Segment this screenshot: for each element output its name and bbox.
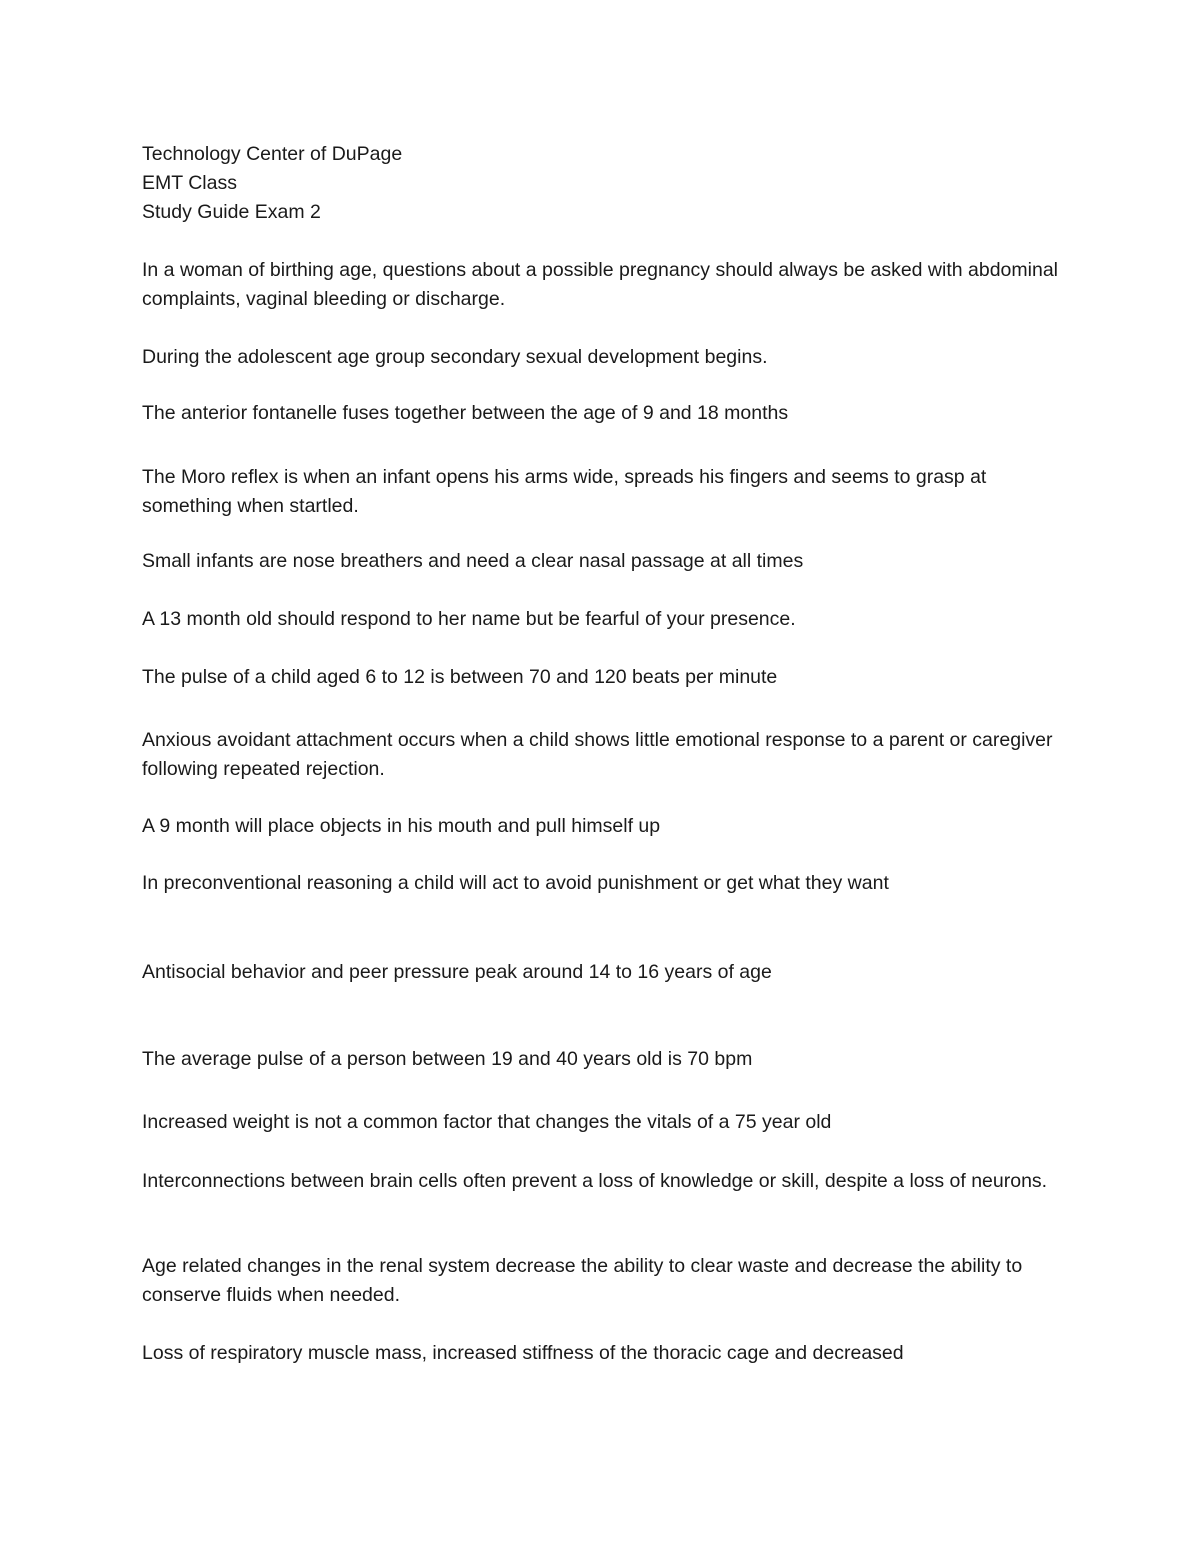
statement-adult-pulse: The average pulse of a person between 19 and 40 years old is 70 bpm xyxy=(142,1048,753,1070)
statement-moro-reflex: The Moro reflex is when an infant opens his arms wide, spreads his fingers and seems to grasp at something when startled. xyxy=(142,466,987,517)
statement-fontanelle: The anterior fontanelle fuses together between the age of 9 and 18 months xyxy=(142,402,789,424)
statement-13-month: A 13 month old should respond to her name but be fearful of your presence. xyxy=(142,608,796,630)
school-name: Technology Center of DuPage xyxy=(142,143,403,165)
statement-brain-cells: Interconnections between brain cells often prevent a loss of knowledge or skill, despite a loss of neurons. xyxy=(142,1170,1048,1192)
class-name: EMT Class xyxy=(142,172,237,194)
document-title: Study Guide Exam 2 xyxy=(142,201,321,223)
statement-increased-weight: Increased weight is not a common factor that changes the vitals of a 75 year old xyxy=(142,1111,832,1133)
statement-adolescent: During the adolescent age group secondary sexual development begins. xyxy=(142,346,768,368)
statement-avoidant-attachment: Anxious avoidant attachment occurs when a child shows little emotional response to a parent or caregiver following repeated rejection. xyxy=(142,729,1053,780)
statement-9-month: A 9 month will place objects in his mouth and pull himself up xyxy=(142,815,661,837)
statement-preconventional: In preconventional reasoning a child will act to avoid punishment or get what they want xyxy=(142,872,889,894)
statement-respiratory: Loss of respiratory muscle mass, increased stiffness of the thoracic cage and decreased xyxy=(142,1342,904,1364)
statement-child-pulse: The pulse of a child aged 6 to 12 is between 70 and 120 beats per minute xyxy=(142,666,778,688)
statement-renal-system: Age related changes in the renal system decrease the ability to clear waste and decrease the ability to conserve fluids when needed. xyxy=(142,1255,1023,1306)
statement-antisocial: Antisocial behavior and peer pressure peak around 14 to 16 years of age xyxy=(142,961,772,983)
statement-nose-breathers: Small infants are nose breathers and need a clear nasal passage at all times xyxy=(142,550,804,572)
statement-pregnancy: In a woman of birthing age, questions about a possible pregnancy should always be asked with abdominal complaints, vaginal bleeding or discharge. xyxy=(142,259,1058,310)
